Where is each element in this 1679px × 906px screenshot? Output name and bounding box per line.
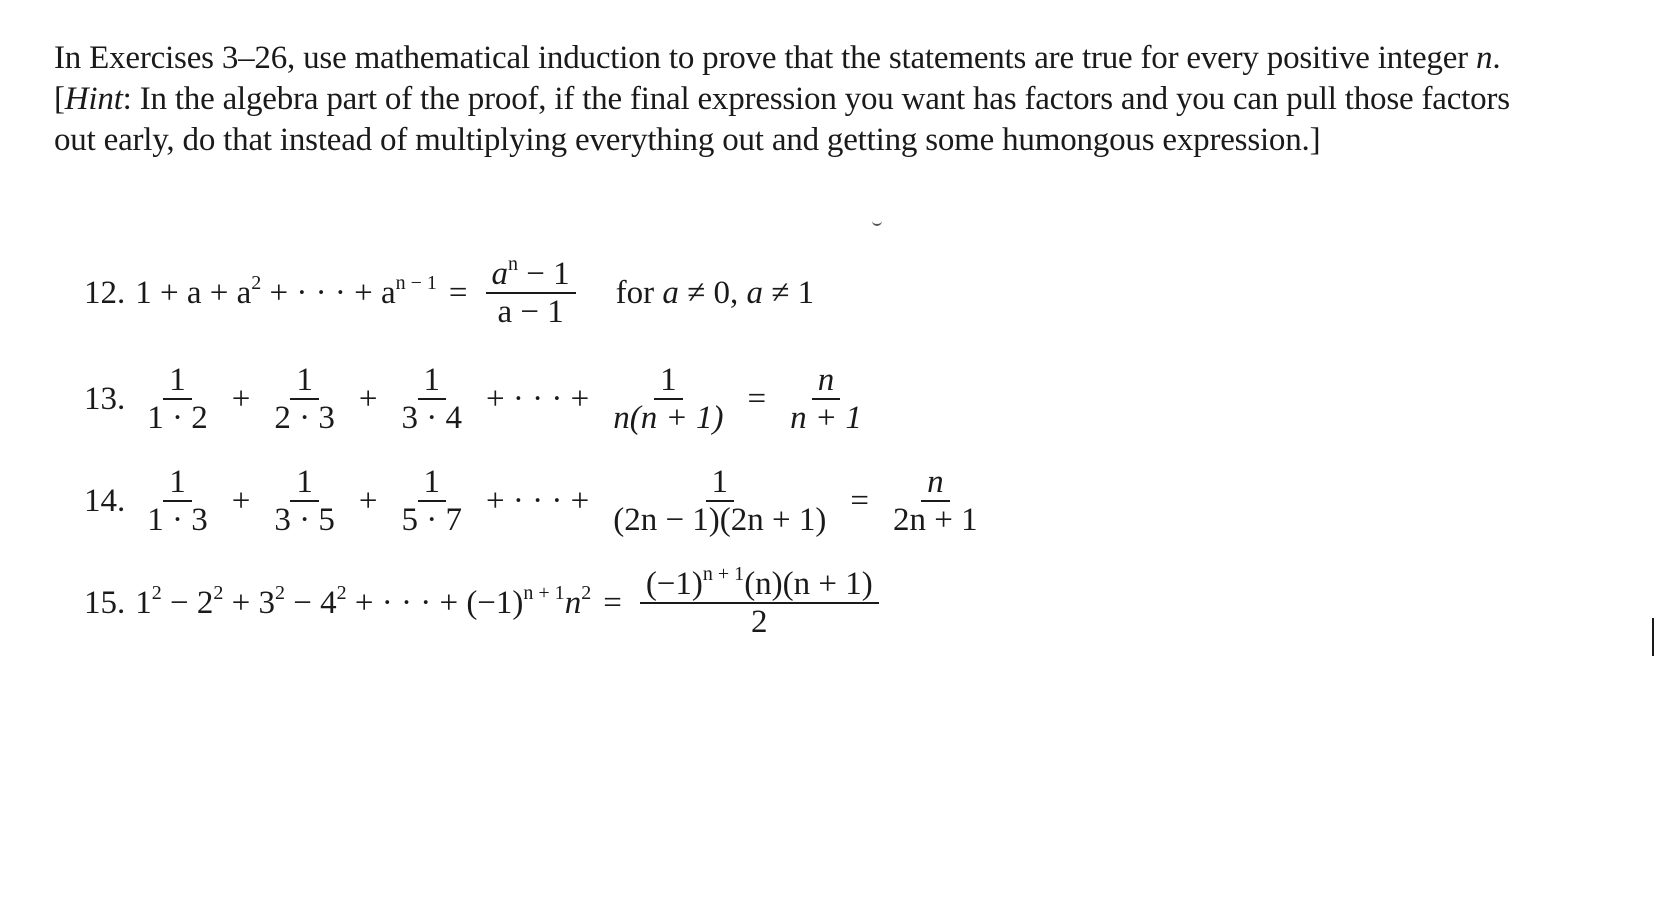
exercise-15 (84, 563, 885, 640)
fraction (141, 362, 214, 436)
denominator: n(n + 1) (613, 400, 724, 436)
fraction (784, 362, 868, 436)
exponent: 2 (213, 581, 224, 604)
fraction (396, 362, 469, 436)
denominator: 1 · 3 (147, 502, 208, 538)
term: − 4 (285, 584, 337, 621)
fraction (640, 563, 879, 640)
lhs-start: 1 + a + a (135, 274, 252, 311)
equals-sign: = (448, 274, 468, 311)
term: + 3 (223, 584, 275, 621)
plus-sign: + (358, 380, 378, 417)
exponent: n − 1 (395, 271, 437, 294)
exponent: 2 (581, 581, 592, 604)
hint-text-end: out early, do that instead of multiplying everything out and getting some humongous expression.] (54, 122, 1321, 158)
exponent: 2 (251, 271, 262, 294)
numerator: 1 (290, 464, 319, 502)
equals-sign: = (747, 380, 767, 417)
term: (n)(n + 1) (744, 566, 873, 602)
exponent: 2 (336, 581, 347, 604)
period: . (1492, 40, 1501, 76)
fraction (141, 464, 214, 538)
denominator: n + 1 (790, 400, 862, 436)
plus-sign: + (231, 482, 251, 519)
exercise-13 (84, 362, 874, 436)
denominator: 2 · 3 (274, 400, 335, 436)
exercise-number: 13. (84, 380, 126, 417)
denominator: 2n + 1 (893, 502, 978, 538)
hint-label: Hint (64, 81, 123, 117)
denominator: 2 (751, 604, 768, 640)
lhs (135, 271, 437, 312)
plus-sign: + (358, 482, 378, 519)
exercise-number: 12. (84, 274, 126, 311)
denominator: 1 · 2 (147, 400, 208, 436)
cond-end: ≠ 1 (771, 274, 815, 311)
denominator: a − 1 (497, 294, 564, 330)
instructions-line-1 (54, 38, 1654, 79)
numerator: 1 (418, 362, 447, 400)
exponent: n (508, 253, 519, 275)
fraction (268, 464, 341, 538)
instructions-text: In Exercises 3–26, use mathematical induction to prove that the statements are true for every positive integer (54, 40, 1468, 76)
numerator: n (812, 362, 841, 400)
numerator: 1 (163, 362, 192, 400)
plus-sign: + (231, 380, 251, 417)
numerator: 1 (706, 464, 735, 502)
condition (616, 275, 814, 312)
exponent: n + 1 (523, 581, 565, 604)
cond-var: a (746, 274, 763, 311)
lhs-mid: + · · · + a (261, 274, 396, 311)
cond-var: a (662, 274, 679, 311)
fraction (887, 464, 984, 538)
fraction (607, 464, 832, 538)
numerator (486, 253, 576, 294)
numerator: n (921, 464, 950, 502)
exponent: 2 (151, 581, 162, 604)
term: (−1) (645, 566, 703, 602)
denominator: 5 · 7 (401, 502, 462, 538)
term: − 2 (161, 584, 214, 621)
lhs (135, 581, 592, 622)
exponent: n + 1 (702, 563, 745, 585)
exercise-12 (84, 253, 815, 330)
numerator: 1 (290, 362, 319, 400)
equals-sign: = (850, 482, 870, 519)
exercise-14 (84, 464, 990, 538)
cond-for: for (615, 274, 655, 311)
exercise-number: 14. (84, 482, 126, 519)
stray-mark (872, 220, 882, 226)
exercise-number: 15. (84, 584, 126, 621)
hint-text: : In the algebra part of the proof, if the final expression you want has factors and you can pull those factors (122, 81, 1510, 117)
numerator (640, 563, 879, 604)
numerator: 1 (163, 464, 192, 502)
denominator: 3 · 5 (274, 502, 335, 538)
term: 1 (135, 584, 152, 621)
ellipsis: + · · · + (486, 482, 590, 519)
term: + · · · + (−1) (346, 584, 524, 621)
ellipsis: + · · · + (486, 380, 590, 417)
bracket-open: [ (54, 81, 65, 117)
text-cursor (1652, 618, 1654, 656)
denominator: (2n − 1)(2n + 1) (613, 502, 827, 538)
term: n (564, 584, 582, 621)
base: a (491, 256, 509, 292)
fraction (486, 253, 576, 330)
instructions (54, 38, 1654, 161)
instructions-line-2 (54, 79, 1654, 120)
fraction (268, 362, 341, 436)
numerator: 1 (418, 464, 447, 502)
instructions-line-3 (54, 120, 1654, 161)
equals-sign: = (603, 584, 622, 621)
exponent: 2 (275, 581, 285, 604)
denominator: 3 · 4 (401, 400, 462, 436)
numerator-rest: − 1 (518, 256, 570, 292)
numerator: 1 (654, 362, 683, 400)
variable-n: n (1476, 40, 1493, 76)
cond-mid: ≠ 0, (687, 274, 739, 311)
fraction (607, 362, 729, 436)
fraction (396, 464, 469, 538)
